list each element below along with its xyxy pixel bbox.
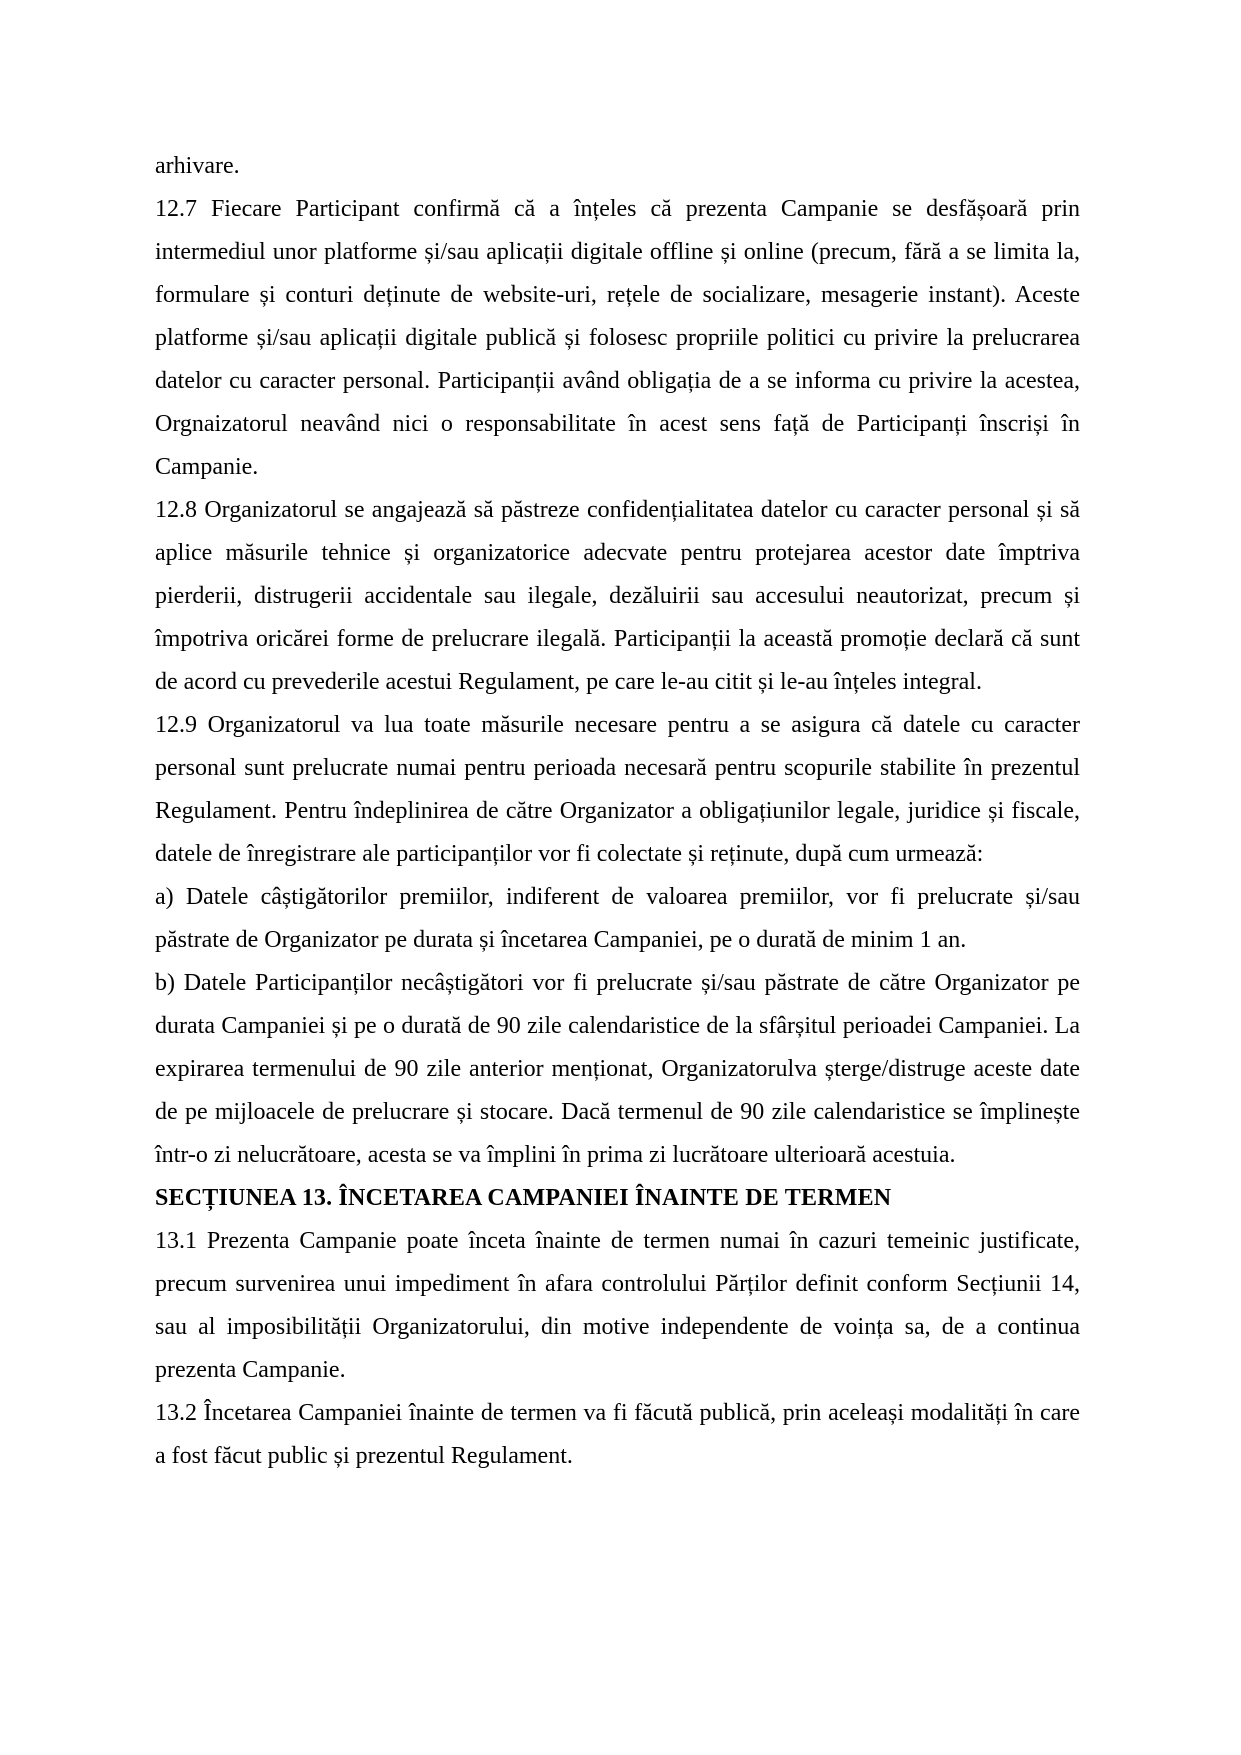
paragraph-13-1: 13.1 Prezenta Campanie poate înceta înainte de termen numai în cazuri temeinic justificate, precum survenirea unui impediment în afara controlului Părților definit conform Secțiunii 14, sau al imposibilității Organizatorului, din motive independente de voința sa, de a continua prezenta Campanie. xyxy=(155,1228,1080,1383)
paragraph-12-8: 12.8 Organizatorul se angajează să păstreze confidențialitatea datelor cu caracter personal și să aplice măsurile tehnice și organizatorice adecvate pentru protejarea acestor date împtriva pierderii, distrugerii accidentale sau ilegale, dezăluirii sau accesului neautorizat, precum și împotriva oricărei forme de prelucrare ilegală. Participanții la această promoție declară că sunt de acord cu prevederile acestui Regulament, pe care le-au citit și le-au înțeles integral. xyxy=(155,497,1080,695)
paragraph-arhivare: arhivare. xyxy=(155,153,240,179)
paragraph-12-9: 12.9 Organizatorul va lua toate măsurile necesare pentru a se asigura că datele cu caracter personal sunt prelucrate numai pentru perioada necesară pentru scopurile stabilite în prezentul Regulament. Pentru îndeplinirea de către Organizator a obligațiunilor legale, juridice și fiscale, datele de înregistrare ale participanților vor fi colectate și reținute, după cum urmează: xyxy=(155,712,1080,867)
list-item-b: b) Datele Participanților necâștigători vor fi prelucrate și/sau păstrate de către Organizator pe durata Campaniei și pe o durată de 90 zile calendaristice de la sfârșitul perioadei Campaniei. La expirarea termenului de 90 zile anterior menționat, Organizatorulva șterge/distruge aceste date de pe mijloacele de prelucrare și stocare. Dacă termenul de 90 zile calendaristice se împlinește într-o zi nelucrătoare, acesta se va împlini în prima zi lucrătoare ulterioară acestuia. xyxy=(155,970,1080,1168)
paragraph-13-2: 13.2 Încetarea Campaniei înainte de termen va fi făcută publică, prin aceleași modalități în care a fost făcut public și prezentul Regulament. xyxy=(155,1400,1080,1469)
paragraph-12-7: 12.7 Fiecare Participant confirmă că a înțeles că prezenta Campanie se desfășoară prin intermediul unor platforme și/sau aplicații digitale offline și online (precum, fără a se limita la, formulare și conturi deținute de website-uri, rețele de socializare, mesagerie instant). Aceste platforme și/sau aplicații digitale publică și folosesc propriile politici cu privire la prelucrarea datelor cu caracter personal. Participanții având obligația de a se informa cu privire la acestea, Orgnaizatorul neavând nici o responsabilitate în acest sens față de Participanți înscriși în Campanie. xyxy=(155,196,1080,480)
section-13-heading: SECȚIUNEA 13. ÎNCETAREA CAMPANIEI ÎNAINTE DE TERMEN xyxy=(155,1185,892,1211)
list-item-a: a) Datele câștigătorilor premiilor, indiferent de valoarea premiilor, vor fi prelucrate și/sau păstrate de Organizator pe durata și încetarea Campaniei, pe o durată de minim 1 an. xyxy=(155,884,1080,953)
